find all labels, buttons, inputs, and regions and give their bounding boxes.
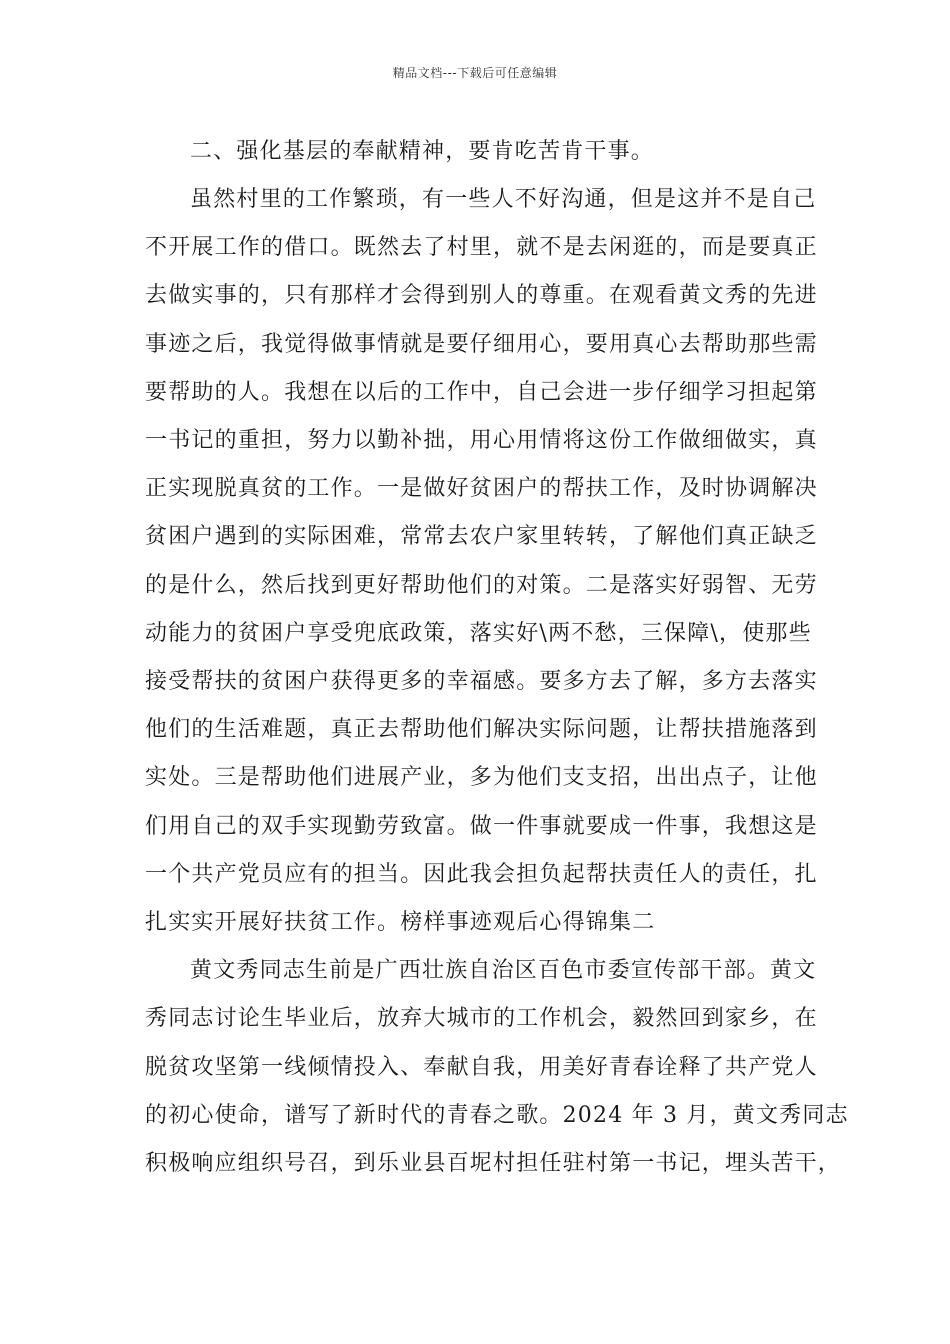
text-line: 的初心使命，谱写了新时代的青春之歌。2024 年 3 月，黄文秀同志: [145, 1103, 849, 1128]
text-line: 一书记的重担，努力以勤补拙，用心用情将这份工作做细做实，真: [145, 428, 818, 453]
text-line: 要帮助的人。我想在以后的工作中，自己会进一步仔细学习担起第: [145, 380, 818, 405]
text-line: 他们的生活难题，真正去帮助他们解决实际问题，让帮扶措施落到: [145, 717, 818, 742]
text-line: 实处。三是帮助他们进展产业，多为他们支支招，出出点子，让他: [145, 765, 818, 790]
text-line: 的是什么，然后找到更好帮助他们的对策。二是落实好弱智、无劳: [145, 573, 818, 598]
text-line: 积极响应组织号召，到乐业县百坭村担任驻村第一书记，埋头苦干，: [145, 1151, 842, 1176]
text-line: 虽然村里的工作繁琐，有一些人不好沟通，但是这并不是自己: [190, 187, 817, 212]
text-line: 不开展工作的借口。既然去了村里，就不是去闲逛的，而是要真正: [145, 235, 818, 260]
text-line: 们用自己的双手实现勤劳致富。做一件事就要成一件事，我想这是: [145, 814, 818, 839]
section-heading: 二、强化基层的奉献精神，要肯吃苦肯干事。: [190, 139, 655, 164]
text-line: 去做实事的，只有那样才会得到别人的尊重。在观看黄文秀的先进: [145, 283, 818, 308]
text-line: 正实现脱真贫的工作。一是做好贫困户的帮扶工作，及时协调解决: [145, 476, 818, 501]
page-header: 精品文档---下载后可任意编辑: [392, 66, 558, 80]
text-line: 接受帮扶的贫困户获得更多的幸福感。要多方去了解，多方去落实: [145, 669, 818, 694]
text-line: 脱贫攻坚第一线倾情投入、奉献自我，用美好青春诠释了共产党人: [145, 1055, 818, 1080]
text-line: 黄文秀同志生前是广西壮族自治区百色市委宣传部干部。黄文: [190, 958, 817, 983]
text-line: 秀同志讨论生毕业后，放弃大城市的工作机会，毅然回到家乡，在: [145, 1006, 818, 1031]
text-line: 事迹之后，我觉得做事情就是要仔细用心，要用真心去帮助那些需: [145, 332, 818, 357]
text-line: 动能力的贫困户享受兜底政策，落实好\两不愁，三保障\，使那些: [145, 621, 812, 646]
text-line: 扎实实开展好扶贫工作。榜样事迹观后心得锦集二: [145, 910, 656, 935]
text-line: 贫困户遇到的实际困难，常常去农户家里转转，了解他们真正缺乏: [145, 524, 818, 549]
text-line: 一个共产党员应有的担当。因此我会担负起帮扶责任人的责任，扎: [145, 862, 818, 887]
